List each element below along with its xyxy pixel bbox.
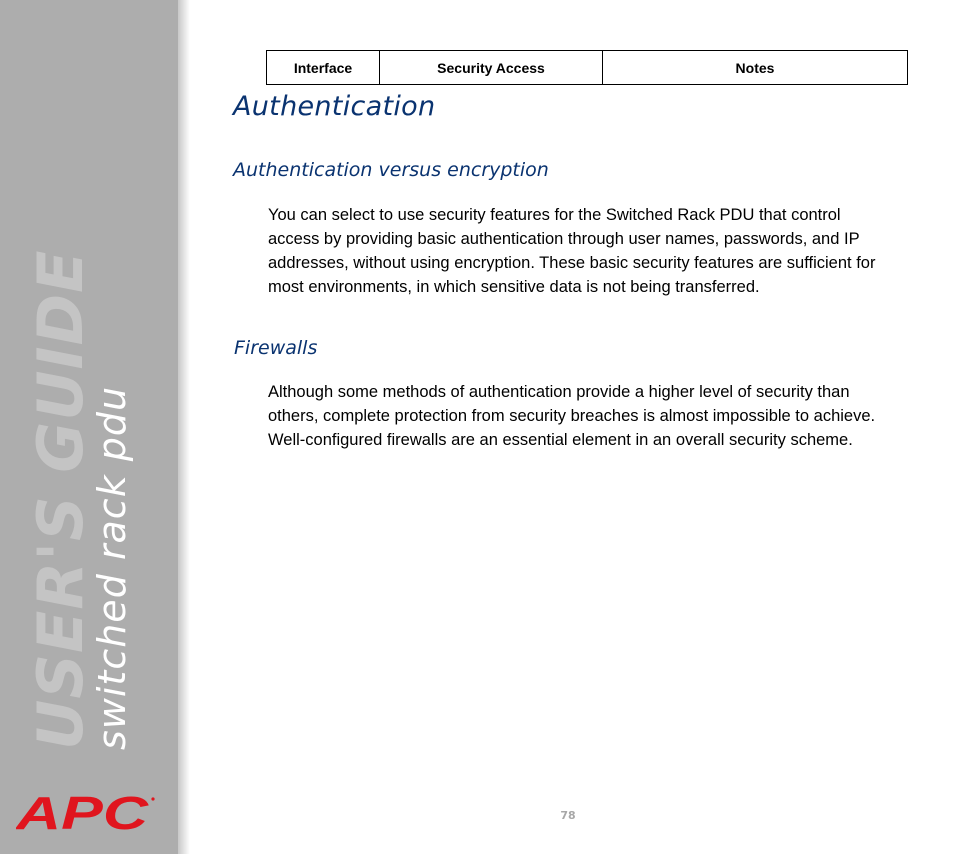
- section-heading-auth-vs-encryption: Authentication versus encryption: [233, 159, 549, 181]
- guide-subtitle: switched rack pdu: [90, 385, 134, 750]
- section-paragraph-firewalls: Although some methods of authentication provide a higher level of security than others, complete protection from security breaches is almost impossible to achieve. Well-configured firewalls are an essential element in an overall security scheme.: [268, 383, 876, 449]
- apc-logo-text: APC: [16, 793, 150, 833]
- sidebar-vertical-title: [24, 249, 140, 750]
- guide-title: USER'S GUIDE: [24, 249, 97, 750]
- header-row: [267, 51, 908, 85]
- sidebar-shadow: [178, 0, 190, 854]
- page-title: Authentication: [233, 91, 436, 122]
- section-paragraph-auth-vs-encryption: You can select to use security features for the Switched Rack PDU that control access by providing basic authentication through user names, passwords, and IP addresses, without using encryption. These basic security features are sufficient for most environments, in which sensitive data is not being transferred.: [268, 206, 876, 296]
- header-cell-interface: Interface: [267, 51, 380, 85]
- section-heading-firewalls: Firewalls: [234, 337, 318, 359]
- header-cell-security-access: Security Access: [380, 51, 603, 85]
- header-table: [266, 50, 908, 85]
- page-number: 78: [560, 809, 576, 822]
- apc-logo: [16, 793, 156, 838]
- sidebar: [0, 0, 178, 854]
- header-cell-notes: Notes: [603, 51, 908, 85]
